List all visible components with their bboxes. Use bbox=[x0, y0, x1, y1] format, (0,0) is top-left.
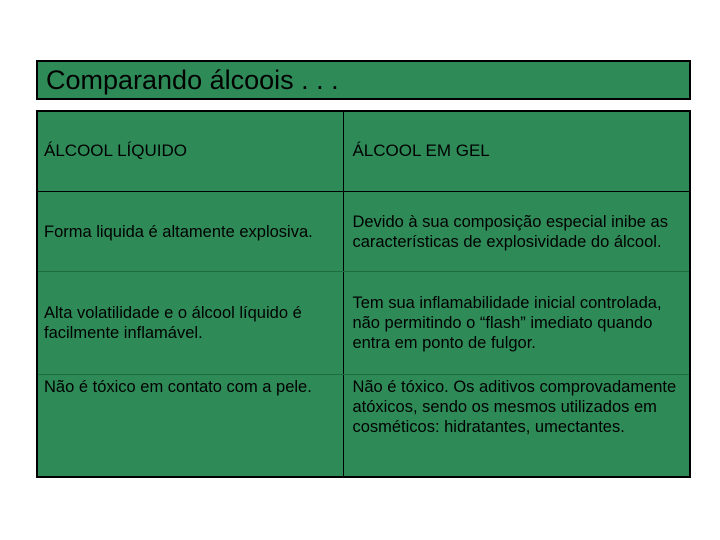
row-2-gel-cell: Tem sua inflamabilidade inicial controlada, não permitindo o “flash” imediato quando entra em ponto de fulgor. bbox=[344, 272, 690, 375]
comparison-table bbox=[36, 110, 691, 478]
slide-title: Comparando álcoois . . . bbox=[46, 64, 339, 95]
table-row bbox=[37, 272, 690, 375]
header-liquid-alcohol: ÁLCOOL LÍQUIDO bbox=[37, 111, 344, 191]
row-1-liquid-cell: Forma liquida é altamente explosiva. bbox=[37, 191, 344, 271]
slide-title-box bbox=[36, 60, 691, 100]
table-row bbox=[37, 374, 690, 477]
row-1-gel-cell: Devido à sua composição especial inibe as características de explosividade do álcool. bbox=[344, 191, 690, 271]
row-3-gel-cell: Não é tóxico. Os aditivos comprovadamente atóxicos, sendo os mesmos utilizados em cosméticos: hidratantes, umectantes. bbox=[352, 377, 677, 436]
header-gel-alcohol: ÁLCOOL EM GEL bbox=[344, 111, 690, 191]
table-row bbox=[37, 191, 690, 271]
table-header-row bbox=[37, 111, 690, 191]
row-2-liquid-cell: Alta volatilidade e o álcool líquido é facilmente inflamável. bbox=[37, 272, 344, 375]
row-3-liquid-cell: Não é tóxico em contato com a pele. bbox=[37, 374, 344, 477]
